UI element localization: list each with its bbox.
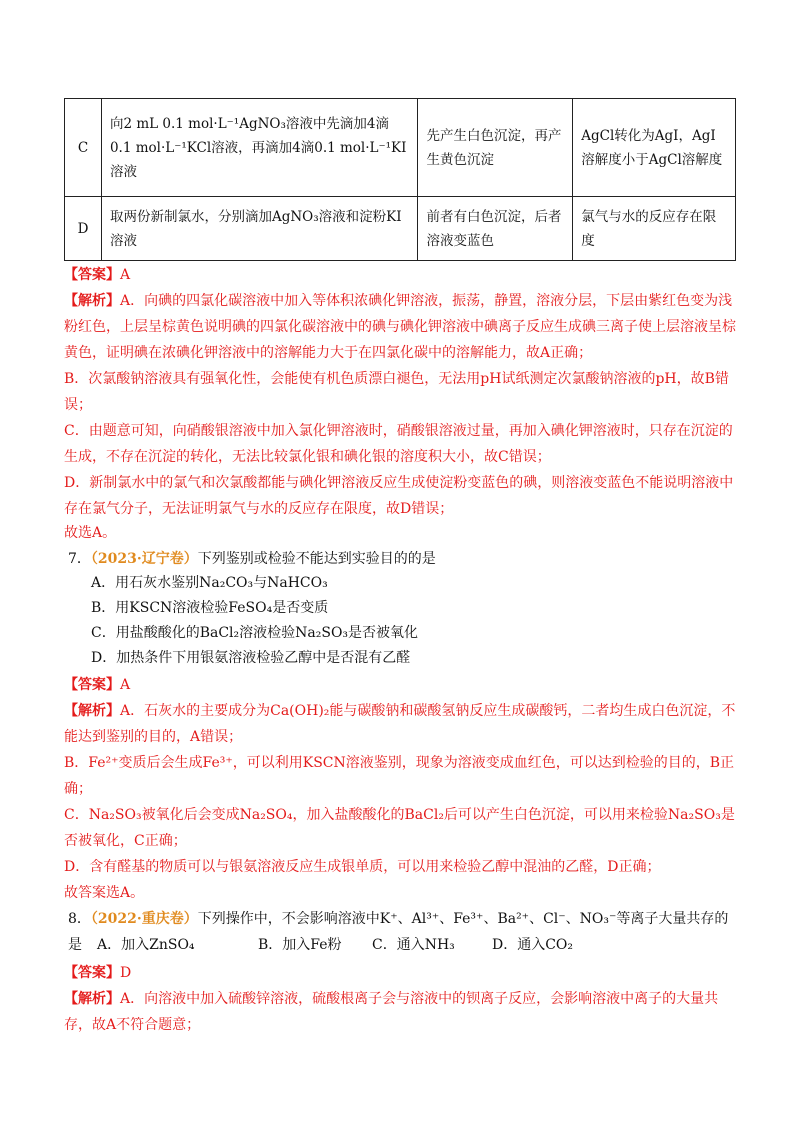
q6-answer	[64, 262, 736, 288]
analysis-tag: 【解析】	[64, 991, 120, 1007]
q7-option-a: A．用石灰水鉴别Na₂CO₃与NaHCO₃	[91, 575, 328, 591]
analysis-b: B．次氯酸钠溶液具有强氧化性，会能使有机色质漂白褪色，无法用pH试纸测定次氯酸钠溶液的pH，故B错误；	[64, 371, 729, 413]
analysis-c: C．Na₂SO₃被氧化后会变成Na₂SO₄，加入盐酸酸化的BaCl₂后可以产生白色沉淀，可以用来检验Na₂SO₃是否被氧化，C正确；	[64, 807, 735, 849]
answer-tag: 【答案】	[64, 267, 120, 283]
options-table	[64, 98, 736, 261]
analysis-b: B．Fe²⁺变质后会生成Fe³⁺，可以利用KSCN溶液鉴别，现象为溶液变成血红色，可以达到检验的目的，B正确；	[64, 755, 735, 797]
analysis-d: D．含有醛基的物质可以与银氨溶液反应生成银单质，可以用来检验乙醇中混油的乙醛，D正确；	[64, 859, 661, 875]
q7-option-d: D．加热条件下用银氨溶液检验乙醇中是否混有乙醛	[91, 650, 411, 666]
phenomenon-cell: 先产生白色沉淀，再产生黄色沉淀	[418, 99, 573, 197]
analysis-d: D．新制氯水中的氯气和次氯酸都能与碘化钾溶液反应生成使淀粉变蓝色的碘，则溶液变蓝色不能说明溶液中存在氯气分子，无法证明氯气与水的反应存在限度，故D错误；	[64, 475, 734, 517]
analysis-tag: 【解析】	[64, 293, 120, 309]
answer-tag: 【答案】	[64, 965, 120, 981]
q8-question: 下列操作中，不会影响溶液中K⁺、Al³⁺、Fe³⁺、Ba²⁺、Cl⁻、NO₃⁻等离子大量共存的是	[68, 911, 729, 953]
analysis-a: A．石灰水的主要成分为Ca(OH)₂能与碳酸钠和碳酸氢钠反应生成碳酸钙，二者均生成白色沉淀，不能达到鉴别的目的，A错误；	[64, 703, 736, 745]
analysis-a: A．向碘的四氯化碳溶液中加入等体积浓碘化钾溶液，振荡，静置，溶液分层，下层由紫红色变为浅粉红色，上层呈棕黄色说明碘的四氯化碳溶液中的碘与碘化钾溶液中碘离子反应生成碘三离子使上层溶液呈棕黄色，证明碘在浓碘化钾溶液中的溶解能力大于在四氯化碳中的溶解能力，故A正确；	[64, 293, 736, 361]
q7-number: 7．	[68, 551, 91, 567]
analysis-a: A．向溶液中加入硫酸锌溶液，硫酸根离子会与溶液中的钡离子反应，会影响溶液中离子的大量共存，故A不符合题意；	[64, 991, 719, 1033]
operation-cell: 向2 mL 0.1 mol·L⁻¹AgNO₃溶液中先滴加4滴0.1 mol·L⁻¹KCl溶液，再滴加4滴0.1 mol·L⁻¹KI溶液	[101, 99, 418, 197]
q8-source: （2022·重庆卷）	[90, 911, 198, 927]
analysis-c: C．由题意可知，向硝酸银溶液中加入氯化钾溶液时，硝酸银溶液过量，再加入碘化钾溶液时，只存在沉淀的生成，不存在沉淀的转化，无法比较氯化银和碘化银的溶度积大小，故C错误；	[64, 423, 733, 465]
row-label: D	[65, 197, 102, 261]
table-row	[65, 99, 736, 197]
q8-answer	[64, 960, 736, 986]
q7-option-c: C．用盐酸酸化的BaCl₂溶液检验Na₂SO₃是否被氧化	[91, 625, 419, 641]
q8-option-b: B．加入Fe粉	[258, 937, 342, 953]
conclusion-cell: 氯气与水的反应存在限度	[573, 197, 736, 261]
q7-question: 下列鉴别或检验不能达到实验目的的是	[197, 551, 436, 567]
answer-value: A	[120, 267, 131, 283]
q8-option-a: A．加入ZnSO₄	[97, 937, 195, 953]
q7-analysis	[64, 698, 736, 750]
analysis-tag: 【解析】	[64, 703, 120, 719]
answer-value: A	[120, 677, 131, 693]
analysis-conclusion: 故答案选A。	[64, 885, 145, 901]
answer-tag: 【答案】	[64, 677, 120, 693]
q8-number: 8．	[68, 911, 91, 927]
q6-analysis	[64, 288, 736, 366]
q7-source: （2023·辽宁卷）	[90, 551, 198, 567]
conclusion-cell: AgCl转化为AgI，AgI溶解度小于AgCl溶解度	[573, 99, 736, 197]
phenomenon-cell: 前者有白色沉淀，后者溶液变蓝色	[418, 197, 573, 261]
q8-analysis	[64, 986, 736, 1038]
answer-value: D	[120, 965, 132, 981]
q8-option-c: C．通入NH₃	[372, 937, 455, 953]
q8-option-d: D．通入CO₂	[492, 937, 574, 953]
table-row	[65, 197, 736, 261]
analysis-conclusion: 故选A。	[64, 525, 117, 541]
q7-stem	[68, 546, 740, 572]
q7-option-b: B．用KSCN溶液检验FeSO₄是否变质	[91, 600, 329, 616]
operation-cell: 取两份新制氯水，分别滴加AgNO₃溶液和淀粉KI溶液	[101, 197, 418, 261]
q7-answer	[64, 672, 736, 698]
row-label: C	[65, 99, 102, 197]
